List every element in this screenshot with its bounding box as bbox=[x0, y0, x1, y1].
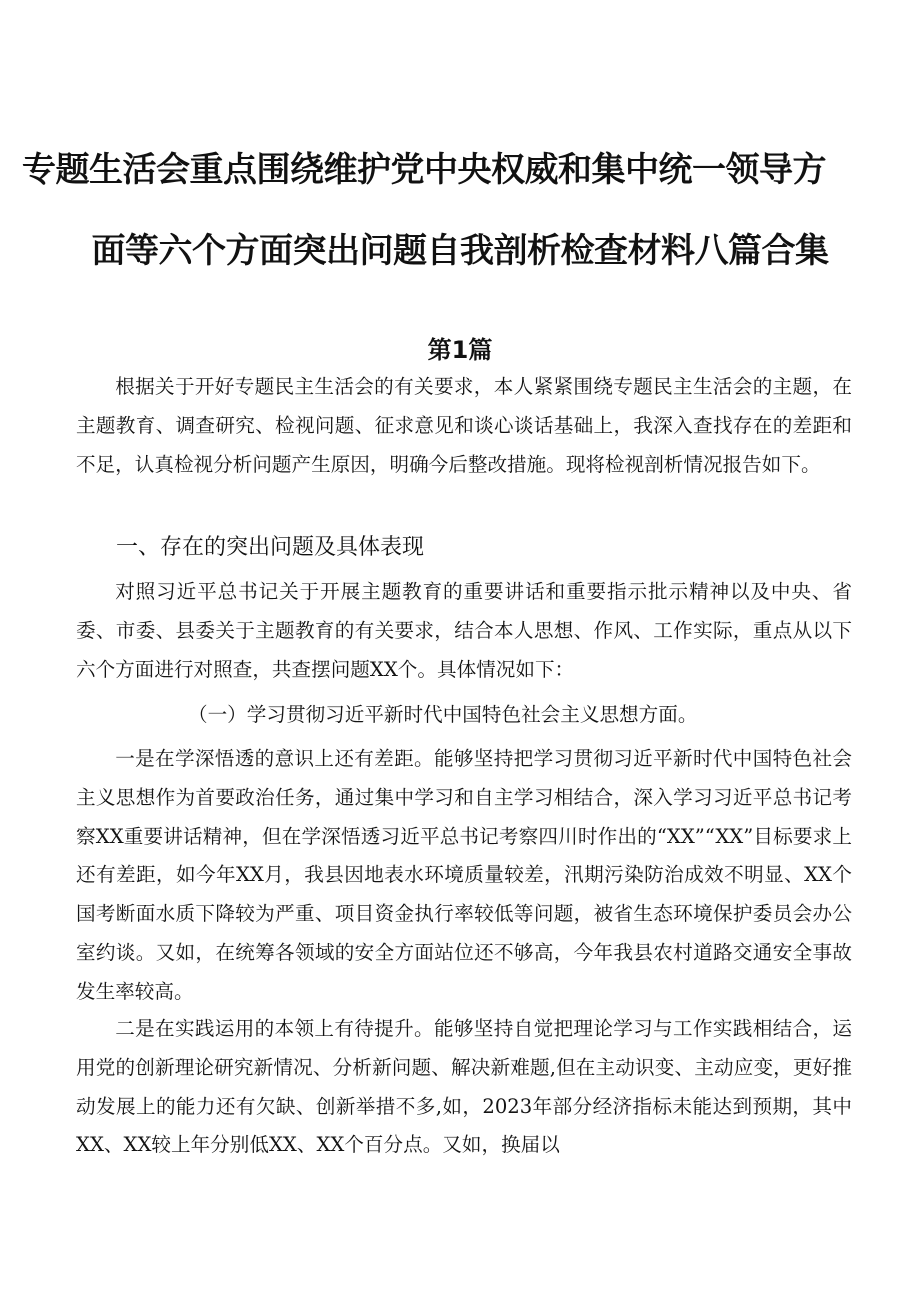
section-heading-1: 一、存在的突出问题及具体表现 bbox=[116, 535, 425, 560]
sub-heading-1: （一）学习贯彻习近平新时代中国特色社会主义思想方面。 bbox=[188, 703, 698, 726]
point-1-paragraph: 一是在学深悟透的意识上还有差距。能够坚持把学习贯彻习近平新时代中国特色社会主义思想作为首要政治任务，通过集中学习和自主学习相结合，深入学习习近平总书记考察XX重要讲话精神，但在学深悟透习近平总书记考察四川时作出的“XX”“XX”目标要求上还有差距，如今年XX月，我县因地表水环境质量较差，汛期污染防治成效不明显、XX个国考断面水质下降较为严重、项目资金执行率较低等问题，被省生态环境保护委员会办公室约谈。又如，在统筹各领域的安全方面站位还不够高，今年我县农村道路交通安全事故发生率较高。 bbox=[76, 747, 852, 1003]
chapter-heading: 第1篇 bbox=[427, 336, 493, 364]
section-1-paragraph: 对照习近平总书记关于开展主题教育的重要讲话和重要指示批示精神以及中央、省委、市委、县委关于主题教育的有关要求，结合本人思想、作风、工作实际，重点从以下六个方面进行对照查，共查摆问题XX个。具体情况如下： bbox=[76, 580, 852, 681]
document-title-line-2: 面等六个方面突出问题自我剖析检查材料八篇合集 bbox=[91, 231, 829, 271]
intro-paragraph: 根据关于开好专题民主生活会的有关要求，本人紧紧围绕专题民主生活会的主题，在主题教育、调查研究、检视问题、征求意见和谈心谈话基础上，我深入查找存在的差距和不足，认真检视分析问题产生原因，明确今后整改措施。现将检视剖析情况报告如下。 bbox=[76, 375, 852, 476]
document-title-line-1: 专题生活会重点围绕维护党中央权威和集中统一领导方 bbox=[22, 150, 826, 190]
point-2-paragraph: 二是在实践运用的本领上有待提升。能够坚持自觉把理论学习与工作实践相结合，运用党的创新理论研究新情况、分析新问题、解决新难题,但在主动识变、主动应变，更好推动发展上的能力还有欠缺、创新举措不多,如，2023年部分经济指标未能达到预期，其中XX、XX较上年分别低XX、XX个百分点。又如，换届以 bbox=[76, 1017, 852, 1157]
